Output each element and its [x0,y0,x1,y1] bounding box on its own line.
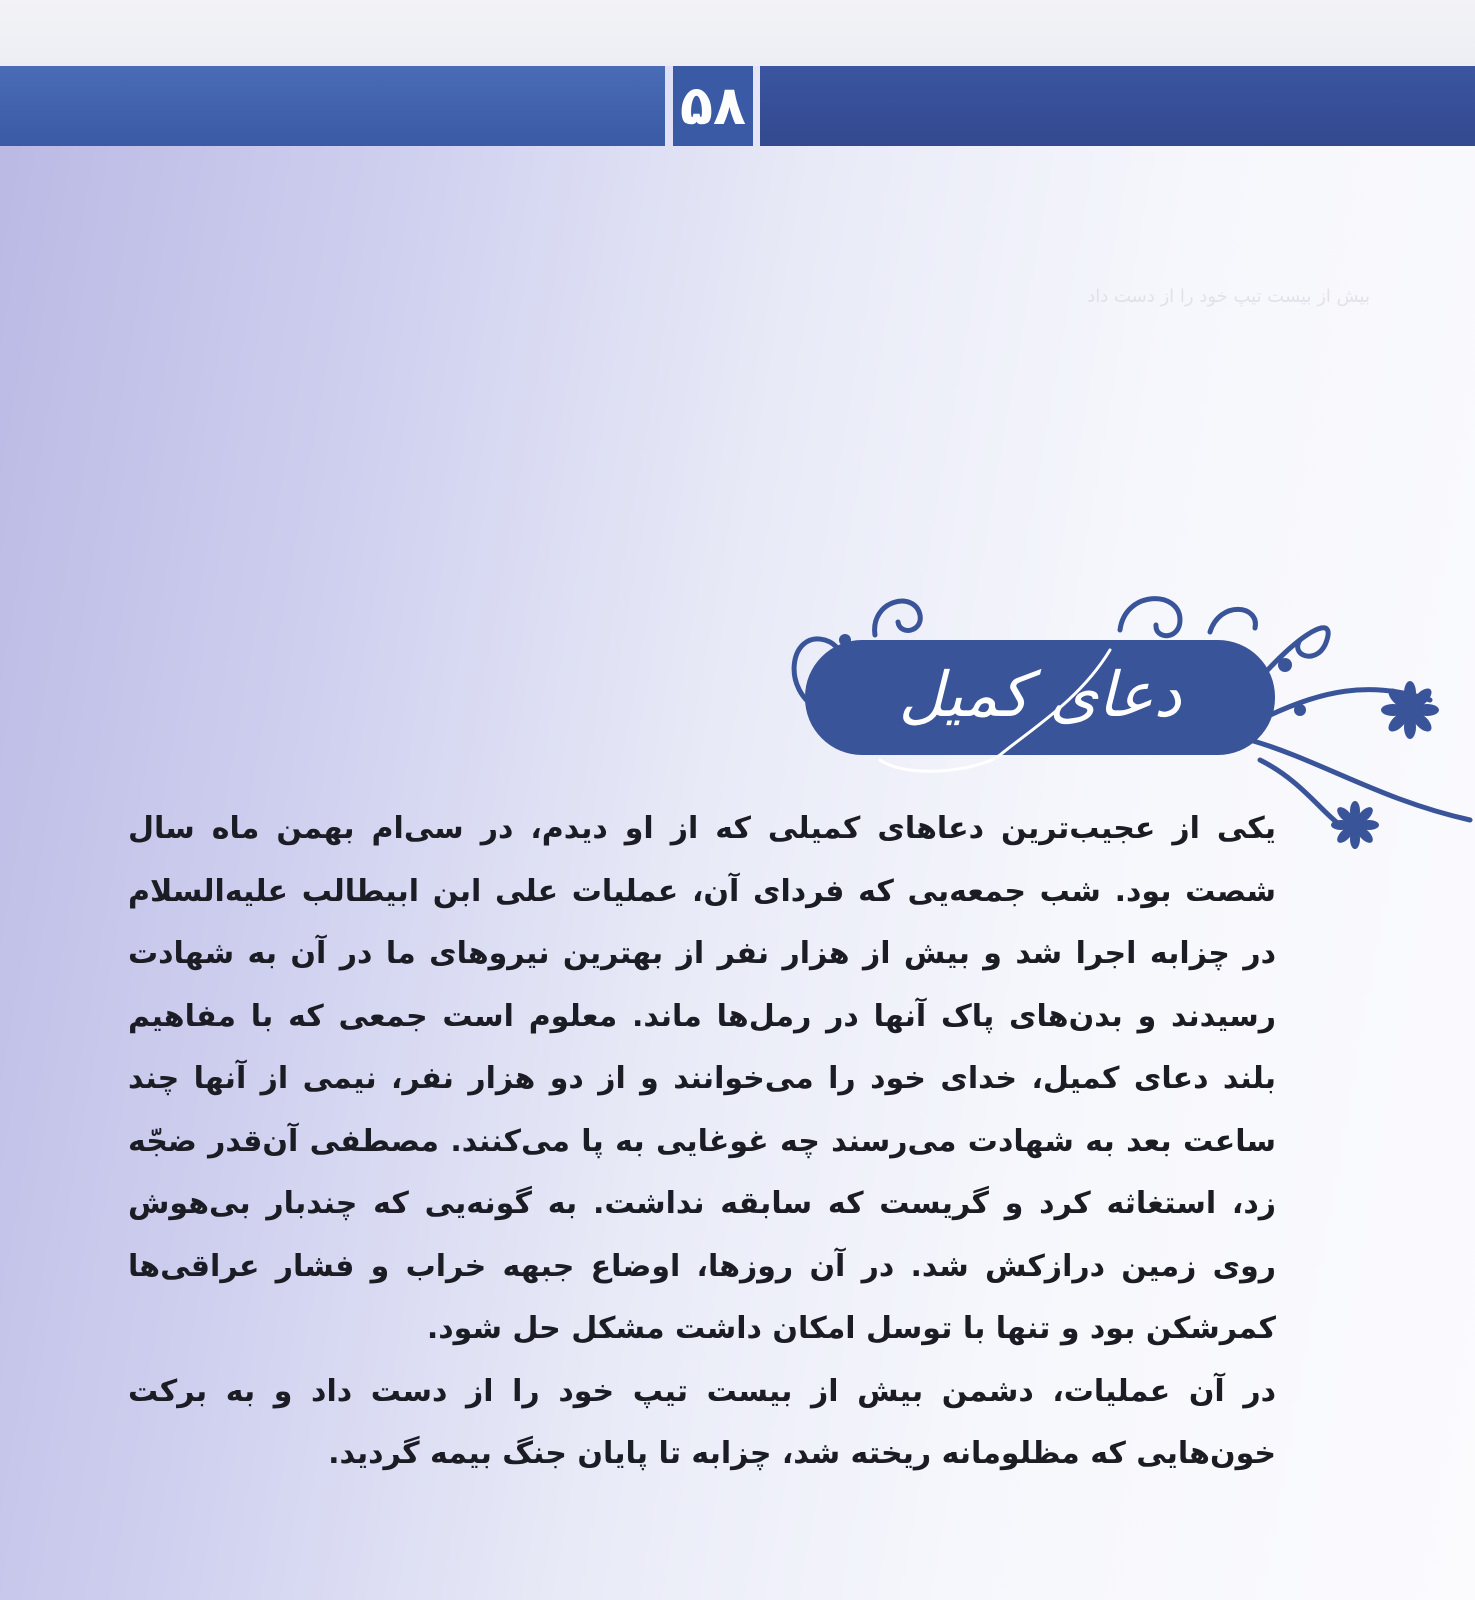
paragraph: یکی از عجیب‌ترین دعاهای کمیلی که از او دیدم، در سی‌ام بهمن ماه سال شصت بود. شب جمعه‌یی که فردای آن، عملیات علی ابن ابیطالب علیه‌السلام در چزابه اجرا شد و بیش از هزار نفر از بهترین نیروهای ما در آن به شهادت رسیدند و بدن‌های پاک آنها در رمل‌ها ماند. معلوم است جمعی که با مفاهیم بلند دعای کمیل، خدای خود را می‌خوانند و از دو هزار نفر، نیمی از آنها چند ساعت بعد به شهادت می‌رسند چه غوغایی به پا می‌کنند. مصطفی آن‌قدر ضجّه زد، استغاثه کرد و گریست که سابقه نداشت. به گونه‌یی که چندبار بی‌هوش روی زمین درازکش شد. در آن روزها، اوضاع جبهه خراب و فشار عراقی‌ها کمرشکن بود و تنها با توسل امکان داشت مشکل حل شود. [128,811,1276,1346]
header-bar [0,66,1475,146]
faint-background-text: بیش از بیست تیپ خود را از دست داد [1087,286,1370,307]
body-text [128,798,1276,1486]
flower-icon-small [1331,801,1379,849]
paragraph: در آن عملیات، دشمن بیش از بیست تیپ خود را از دست داد و به برکت خون‌هایی که مظلومانه ریخته شد، چزابه تا پایان جنگ بیمه گردید. [128,1373,1276,1471]
bud-icon-2 [839,634,851,646]
flower-icon-large [1381,681,1439,739]
bud-icon-3 [1294,704,1306,716]
page-number: ۵۸ [673,66,753,146]
header-bar-left [0,66,665,146]
vine-lower [1250,740,1470,820]
chapter-title: دعای کمیل [898,658,1182,731]
header-bar-right [760,66,1475,146]
bud-icon-1 [1278,658,1292,672]
top-swirl-1 [875,601,921,635]
top-swirl-2 [1120,599,1180,636]
top-swirl-3 [1210,609,1255,632]
top-page-margin [0,0,1475,66]
